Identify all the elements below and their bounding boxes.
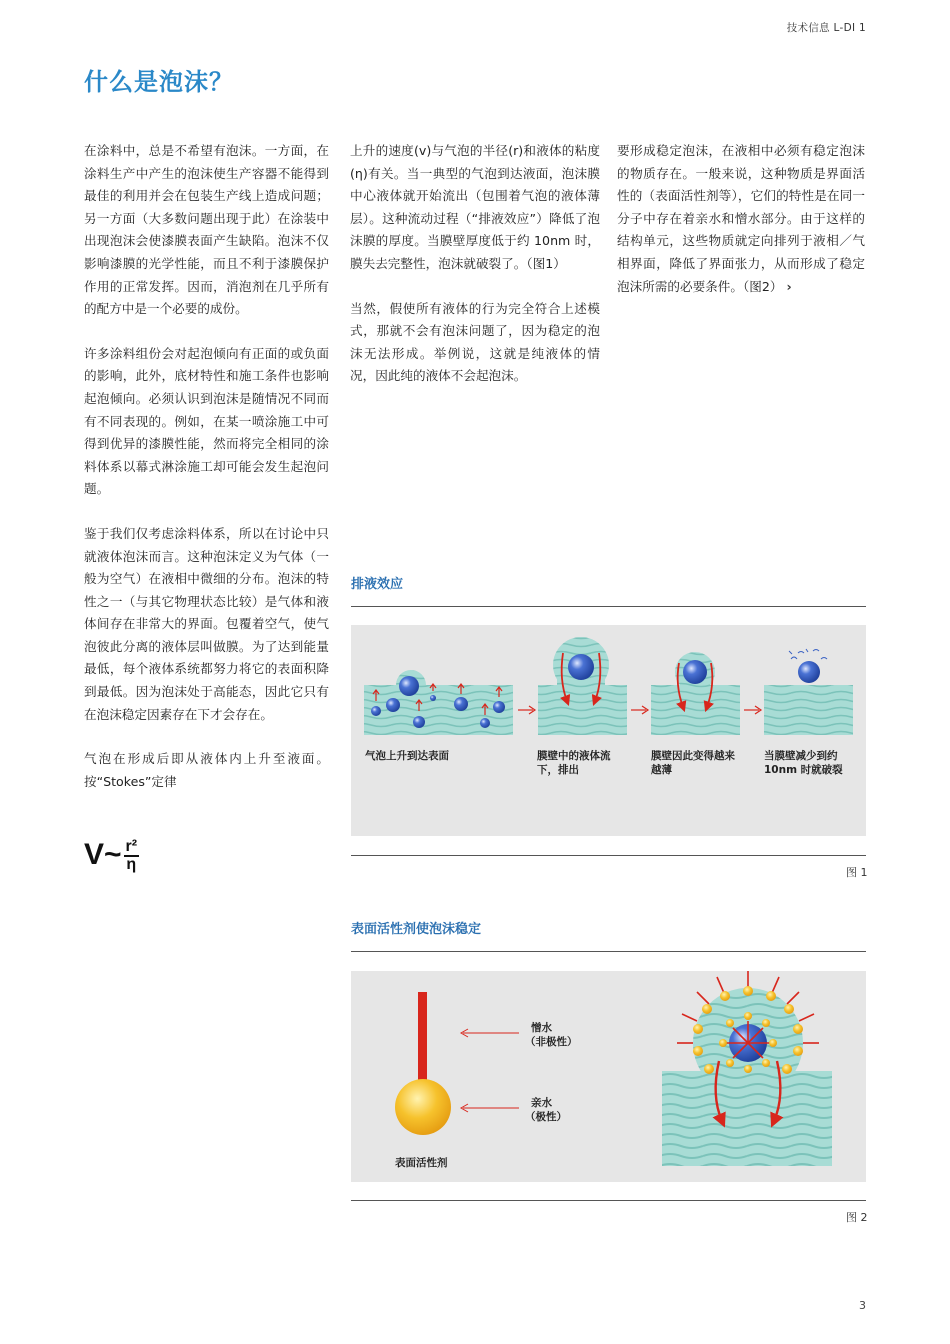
surfactant-label: 表面活性剂: [395, 1157, 448, 1169]
paragraph: 当然，假使所有液体的行为完全符合上述模式，那就不会有泡沫问题了，因为稳定的泡沫无法形成。举例说，这就是纯液体的情况，因此纯的液体不会起泡沫。: [350, 300, 600, 384]
figure1-caption-3: 膜壁因此变得越来越薄: [651, 750, 735, 776]
page-title: 什么是泡沫？: [84, 68, 234, 96]
figure1-bottom-rule: [351, 855, 866, 856]
formula-numerator: r²: [125, 838, 138, 856]
text-column-3: [617, 140, 865, 320]
stage2-film-draining: [538, 637, 627, 735]
paragraph: 鉴于我们仅考虑涂料体系，所以在讨论中只就液体泡沫而言。这种泡沫定义为气体（一般为空气）在液相中微细的分布。泡沫的特性之一（与其它物理状态比较）是气体和液体间存在非常大的界面。包覆着空气，使气泡彼此分离的液体层叫做膜。为了达到能量最低，每个液体系统都努力将它的表面积降到最低。因为泡沫处于高能态，因此它只有在泡沫稳定因素存在下才会存在。: [84, 525, 329, 722]
figure1-title: 排液效应: [351, 577, 404, 592]
paragraph: 在涂料中，总是不希望有泡沫。一方面，在涂料生产中产生的泡沫使生产容器不能得到最佳的利用并会在包装生产线上造成问题；另一方面（大多数问题出现于此）在涂装中出现泡沫会使漆膜表面产生缺陷。泡沫不仅影响漆膜的光学性能，而且不利于漆膜保护作用的正常发挥。因而，消泡剂在几乎所有的配方中是一个必要的成份。: [84, 143, 329, 317]
hydrophobic-sublabel: （非极性）: [525, 1036, 578, 1048]
figure1-caption-4: 当膜壁减少到约10nm 时就破裂: [764, 750, 843, 776]
figure2-panel: [351, 971, 866, 1182]
hydrophilic-label: 亲水: [531, 1097, 552, 1109]
drainage-diagram: [351, 625, 866, 836]
formula-fraction: [124, 839, 140, 873]
stage1-bubbles-rising: [364, 670, 513, 735]
figure1-top-rule: [351, 606, 866, 607]
page-number: 3: [859, 1299, 866, 1312]
figure2-bottom-rule: [351, 1200, 866, 1201]
paragraph-text: 要形成稳定泡沫，在液相中必须有稳定泡沫的物质存在。一般来说，这种物质是界面活性的（表面活性剂等），它们的特性是在同一分子中存在着亲水和憎水部分。由于这样的结构单元，这些物质就定向排列于液相／气相界面，降低了界面张力，从而形成了稳定泡沫所需的必要条件。（图2）: [617, 143, 865, 294]
paragraph: 许多涂料组份会对起泡倾向有正面的或负面的影响，此外，底材特性和施工条件也影响起泡倾向。必须认识到泡沫是随情况不同而有不同表现的。例如，在某一喷涂施工中可得到优异的漆膜性能，然而将完全相同的涂料体系以幕式淋涂施工却可能会发生起泡问题。: [84, 345, 329, 497]
stage3-film-thinning: [651, 652, 740, 735]
paragraph: [617, 140, 865, 298]
pointer-arrows: [461, 1029, 519, 1112]
paragraph: 上升的速度(v)与气泡的半径(r)和液体的粘度(η)有关。当一典型的气泡到达液面，泡沫膜中心液体就开始流出（包围着气泡的液体薄层）。这种流动过程（“排液效应”）降低了泡沫膜的厚度。当膜壁厚度低于约 10nm 时，膜失去完整性，泡沫就破裂了。（图1）: [350, 143, 600, 271]
surfactant-molecule: [395, 992, 451, 1135]
stokes-formula: [84, 838, 139, 873]
figure2-title: 表面活性剂使泡沫稳定: [351, 922, 482, 937]
figure1-caption-2: 膜壁中的液体流下，排出: [537, 750, 611, 776]
figure2-top-rule: [351, 951, 866, 952]
chevron-right-icon: ›: [786, 278, 792, 294]
formula-denominator: η: [126, 856, 137, 874]
hydrophobic-label: 憎水: [531, 1022, 552, 1034]
surfactant-diagram: [351, 971, 866, 1182]
figure1-panel: [351, 625, 866, 836]
text-column-2: [350, 140, 600, 410]
hydrophilic-sublabel: （极性）: [525, 1111, 567, 1123]
figure2-label: 图 2: [846, 1211, 868, 1224]
figure1-label: 图 1: [846, 866, 868, 879]
document-label: 技术信息 L-DI 1: [786, 22, 866, 34]
formula-v: V~: [84, 838, 122, 871]
stabilized-foam-bubble: [662, 971, 832, 1166]
stage4-film-bursting: [764, 649, 853, 735]
paragraph: 气泡在形成后即从液体内上升至液面。按“Stokes”定律: [84, 751, 329, 789]
figure1-caption-1: 气泡上升到达表面: [365, 750, 449, 762]
text-column-1: [84, 140, 329, 815]
